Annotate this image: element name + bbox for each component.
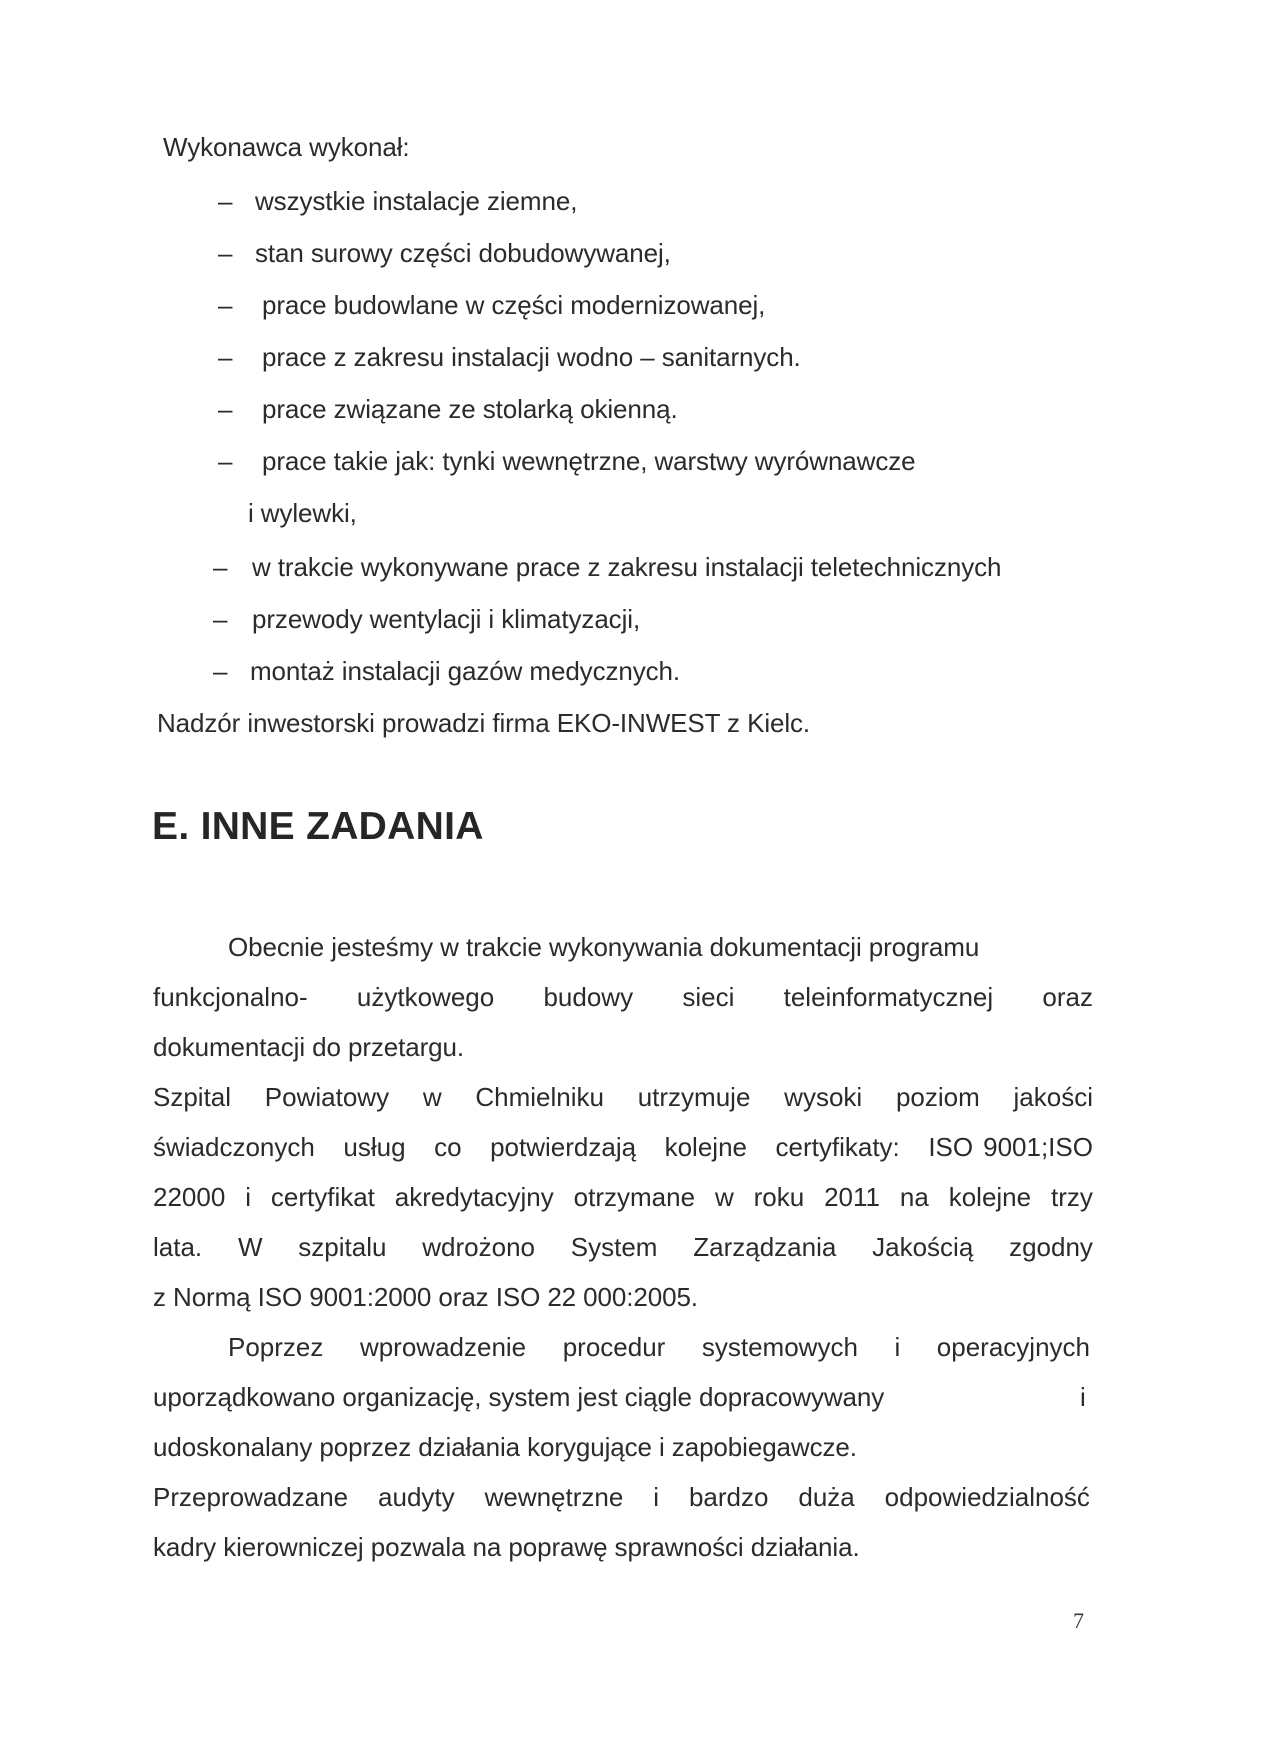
word: i: [894, 1332, 901, 1362]
word: 2011: [824, 1182, 880, 1212]
word: Zarządzania: [693, 1232, 837, 1262]
word: wewnętrzne: [484, 1482, 624, 1512]
word: i: [245, 1182, 251, 1212]
list-item: w trakcie wykonywane prace z zakresu instalacji teletechnicznych: [252, 552, 1002, 582]
word: Poprzez: [228, 1332, 324, 1362]
list-item: prace z zakresu instalacji wodno – sanitarnych.: [262, 342, 801, 372]
list-item: przewody wentylacji i klimatyzacji,: [252, 604, 641, 634]
list-dash: –: [213, 656, 228, 686]
list-dash: –: [218, 186, 233, 216]
word: roku: [753, 1182, 805, 1212]
list-dash: –: [218, 446, 233, 476]
paragraph-line: [228, 1332, 1090, 1362]
list-dash: –: [213, 552, 228, 582]
word: bardzo: [688, 1482, 769, 1512]
paragraph-line: [153, 982, 1093, 1012]
list-dash: –: [218, 394, 233, 424]
word: wprowadzenie: [359, 1332, 527, 1362]
word: procedur: [562, 1332, 666, 1362]
paragraph-line: udoskonalany poprzez działania korygujące i zapobiegawcze.: [153, 1432, 857, 1462]
paragraph-line: dokumentacji do przetargu.: [153, 1032, 465, 1062]
word: wysoki: [784, 1082, 863, 1112]
list-item: prace takie jak: tynki wewnętrzne, warstwy wyrównawcze: [262, 446, 916, 476]
word: Jakością: [872, 1232, 974, 1262]
word: operacyjnych: [936, 1332, 1090, 1362]
word: zgodny: [1009, 1232, 1093, 1262]
paragraph-line: [153, 1182, 1093, 1212]
paragraph-line: [153, 1482, 1090, 1512]
word: oraz: [1042, 982, 1093, 1012]
word: ISO: [928, 1132, 974, 1162]
word: usług: [343, 1132, 406, 1162]
paragraph-line: [153, 1232, 1093, 1262]
paragraph-line: kadry kierowniczej pozwala na poprawę sprawności działania.: [153, 1532, 860, 1562]
word: otrzymane: [573, 1182, 696, 1212]
word: Przeprowadzane: [153, 1482, 349, 1512]
word: Powiatowy: [264, 1082, 390, 1112]
list-item: stan surowy części dobudowywanej,: [255, 238, 671, 268]
word: Szpital: [153, 1082, 232, 1112]
word: potwierdzają: [490, 1132, 637, 1162]
word: duża: [798, 1482, 855, 1512]
word: 9001;ISO: [983, 1132, 1093, 1162]
word: akredytacyjny: [394, 1182, 554, 1212]
word: funkcjonalno-: [153, 982, 308, 1012]
word: systemowych: [701, 1332, 858, 1362]
word: odpowiedzialność: [884, 1482, 1090, 1512]
paragraph-line: z Normą ISO 9001:2000 oraz ISO 22 000:2005.: [153, 1282, 698, 1312]
word: i: [653, 1482, 660, 1512]
word-group: [928, 1132, 1093, 1162]
intro-text: Wykonawca wykonał:: [163, 132, 410, 162]
word: W: [237, 1232, 263, 1262]
word: kolejne: [664, 1132, 747, 1162]
word: utrzymuje: [637, 1082, 751, 1112]
word: Chmielniku: [475, 1082, 604, 1112]
list-dash: –: [213, 604, 228, 634]
word: na: [899, 1182, 929, 1212]
list-item: prace budowlane w części modernizowanej,: [262, 290, 766, 320]
list-dash: –: [218, 238, 233, 268]
page-number: 7: [1073, 1608, 1084, 1633]
paragraph-line: [153, 1132, 1093, 1162]
word: w: [714, 1182, 734, 1212]
list-dash: –: [218, 342, 233, 372]
list-item: wszystkie instalacje ziemne,: [255, 186, 578, 216]
word: szpitalu: [298, 1232, 387, 1262]
word: jakości: [1013, 1082, 1093, 1112]
list-dash: –: [218, 290, 233, 320]
word: teleinformatycznej: [783, 982, 994, 1012]
list-item: prace związane ze stolarką okienną.: [262, 394, 678, 424]
word: lata.: [153, 1232, 203, 1262]
word: co: [434, 1132, 462, 1162]
list-item-continuation: i wylewki,: [248, 498, 357, 528]
paragraph-line-end: i: [1080, 1382, 1086, 1412]
word: trzy: [1051, 1182, 1093, 1212]
word: System: [570, 1232, 658, 1262]
list-item: montaż instalacji gazów medycznych.: [250, 656, 681, 686]
word: certyfikaty:: [775, 1132, 900, 1162]
paragraph-line: [153, 1082, 1093, 1112]
word: poziom: [895, 1082, 980, 1112]
word: wdrożono: [422, 1232, 535, 1262]
word: audyty: [378, 1482, 455, 1512]
word: użytkowego: [356, 982, 495, 1012]
word: certyfikat: [270, 1182, 375, 1212]
word: kolejne: [948, 1182, 1032, 1212]
paragraph-line: Obecnie jesteśmy w trakcie wykonywania dokumentacji programu: [228, 932, 980, 962]
word: budowy: [543, 982, 634, 1012]
word: sieci: [682, 982, 735, 1012]
section-heading: E. INNE ZADANIA: [152, 805, 484, 848]
supervision-text: Nadzór inwestorski prowadzi firma EKO-INWEST z Kielc.: [157, 708, 811, 738]
word: 22000: [153, 1182, 226, 1212]
word: w: [422, 1082, 442, 1112]
word: świadczonych: [153, 1132, 315, 1162]
paragraph-line: uporządkowano organizację, system jest ciągle dopracowywany: [153, 1382, 885, 1412]
